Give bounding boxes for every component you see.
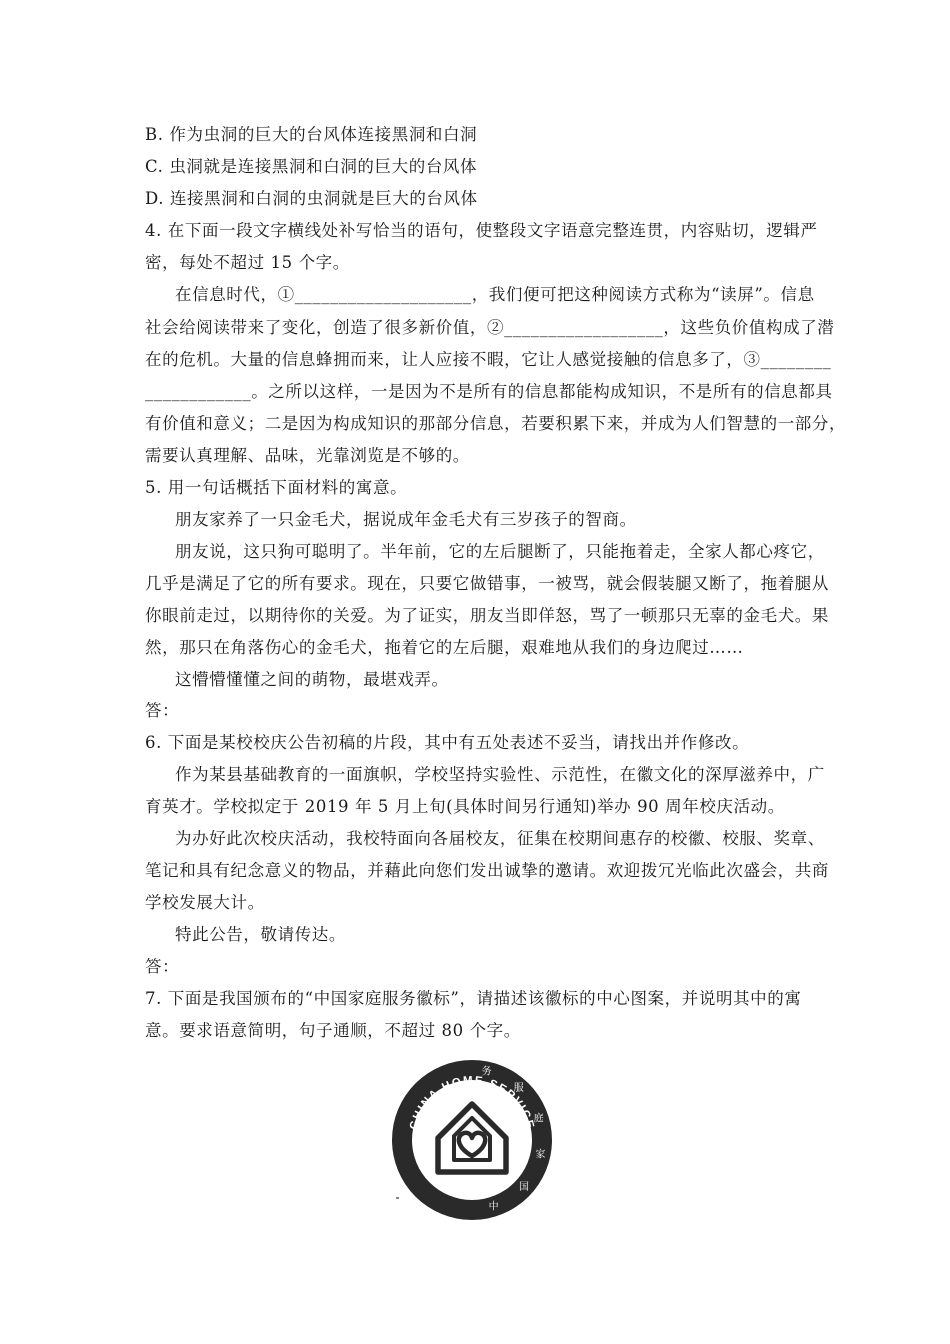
q4-passage-line-3: 在的危机。大量的信息蜂拥而来，让人应接不暇，它让人感觉接触的信息多了，③________ — [145, 350, 832, 369]
q4-passage-line-5: 有价值和意义；二是因为构成知识的那部分信息，若要积累下来，并成为人们智慧的一部分， — [145, 414, 847, 433]
q4-passage-line-6: 需要认真理解、品味，光靠浏览是不够的。 — [145, 446, 470, 465]
q5-material-line-4: 你眼前走过，以期待你的关爱。为了证实，朋友当即佯怒，骂了一顿那只无辜的金毛犬。果 — [145, 606, 829, 625]
china-home-service-logo — [390, 1058, 554, 1222]
q4-passage-line-1: 在信息时代，①____________________，我们便可把这种阅读方式称为“读屏”。信息 — [175, 285, 815, 304]
question-6: 6. 下面是某校校庆公告初稿的片段，其中有五处表述不妥当，请找出并作修改。 — [145, 733, 750, 752]
logo-ring-text-en: CHINA HOME SERVICE — [407, 1074, 537, 1132]
logo-ring-char: 中 — [488, 1201, 499, 1213]
option-b: B. 作为虫洞的巨大的台风体连接黑洞和白洞 — [145, 125, 478, 144]
q6-notice-line-1: 作为某县基础教育的一面旗帜，学校坚持实验性、示范性，在徽文化的深厚滋养中，广 — [175, 765, 825, 784]
q6-notice-line-6: 特此公告，敬请传达。 — [175, 925, 346, 944]
q6-notice-line-5: 学校发展大计。 — [145, 893, 265, 912]
q4-passage-line-2: 社会给阅读带来了变化，创造了很多新价值，②__________________，这些负价值构成了潜 — [145, 318, 835, 337]
q5-material-line-1: 朋友家养了一只金毛犬，据说成年金毛犬有三岁孩子的智商。 — [175, 510, 637, 529]
question-4-line-2: 密，每处不超过 15 个字。 — [145, 253, 350, 272]
question-5: 5. 用一句话概括下面材料的寓意。 — [145, 478, 408, 497]
q4-passage-line-4: ____________。之所以这样，一是因为不是所有的信息都能构成知识，不是所有的信息都具 — [145, 382, 833, 401]
scan-mark — [396, 1197, 399, 1199]
logo-ring-char: 庭 — [533, 1113, 544, 1125]
q6-notice-line-3: 为办好此次校庆活动，我校特面向各届校友，征集在校期间惠存的校徽、校服、奖章、 — [175, 829, 825, 848]
option-d: D. 连接黑洞和白洞的虫洞就是巨大的台风体 — [145, 189, 478, 208]
q6-notice-line-4: 笔记和具有纪念意义的物品，并藉此向您们发出诚挚的邀请。欢迎拨冗光临此次盛会，共商 — [145, 861, 829, 880]
q5-material-line-6: 这懵懵懂懂之间的萌物，最堪戏弄。 — [175, 670, 449, 689]
q5-material-line-2: 朋友说，这只狗可聪明了。半年前，它的左后腿断了，只能拖着走，全家人都心疼它， — [175, 542, 825, 561]
question-7-line-1: 7. 下面是我国颁布的“中国家庭服务徽标”，请描述该徽标的中心图案，并说明其中的寓 — [145, 989, 802, 1008]
option-c: C. 虫洞就是连接黑洞和白洞的巨大的台风体 — [145, 157, 478, 176]
logo-ring-char: 国 — [519, 1181, 529, 1193]
logo-ring-char: 家 — [535, 1149, 546, 1161]
q6-notice-line-2: 育英才。学校拟定于 2019 年 5 月上旬(具体时间另行通知)举办 90 周年校庆活动。 — [145, 797, 785, 816]
answer-label-5: 答： — [145, 701, 180, 720]
q5-material-line-3: 几乎是满足了它的所有要求。现在，只要它做错事，一被骂，就会假装腿又断了，拖着腿从 — [145, 574, 829, 593]
q5-material-line-5: 然，那只在角落伤心的金毛犬，拖着它的左后腿，艰难地从我们的身边爬过…… — [145, 638, 744, 657]
answer-label-6: 答： — [145, 957, 180, 976]
question-4-line-1: 4. 在下面一段文字横线处补写恰当的语句，使整段文字语意完整连贯，内容贴切，逻辑严 — [145, 221, 818, 240]
logo-emblem-icon — [390, 1058, 554, 1222]
logo-ring-char: 服 — [513, 1083, 524, 1094]
logo-ring-char: 务 — [481, 1066, 492, 1078]
question-7-line-2: 意。要求语意简明，句子通顺，不超过 80 个字。 — [145, 1021, 521, 1040]
